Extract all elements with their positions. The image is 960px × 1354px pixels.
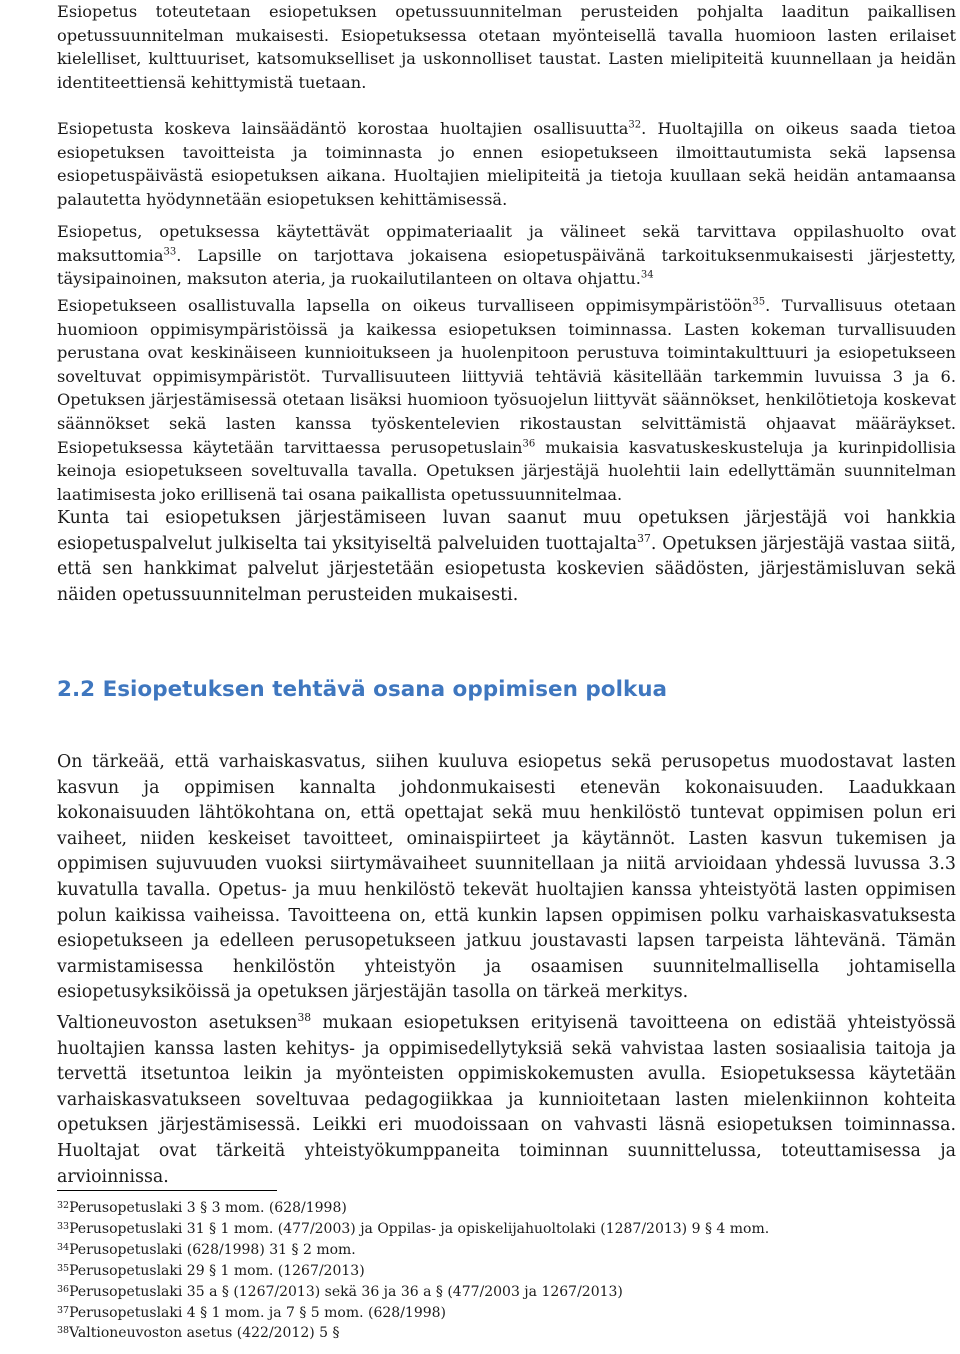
footnote-ref-33[interactable]: 33 bbox=[163, 246, 177, 258]
footnote: $^{36}$Perusopetuslaki 35 a § (1267/2013) sekä 36 ja 36 a § (477/2003 ja 1267/2013) bbox=[57, 1283, 623, 1300]
footnote: $^{32}$Perusopetuslaki 3 § 3 mom. (628/1998) bbox=[57, 1200, 347, 1216]
paragraph-learning-path: On tärkeää, että varhaiskasvatus, siihen kuuluva esiopetus sekä perusopetus muodostavat lasten kasvun ja oppimisen kannalta johdonmukaisesti etenevän kokonaisuuden. Laadukkaan kokonaisuuden lähtökohtana on, että opettajat sekä muu henkilöstö tuntevat oppimisen polun eri vaiheet, niiden keskeiset tavoitteet, ominaispiirteet ja käytännöt. Lasten kasvun tukemisen ja oppimisen sujuvuuden vuoksi siirtymävaiheet suunnitellaan ja niitä arvioidaan yhdessä luvussa 3.3 kuvatulla tavalla. Opetus- ja muu henkilöstö tekevät huoltajien kanssa yhteistyötä lasten oppimisen polun kaikissa vaiheissa. Tavoitteena on, että kunkin lapsen oppimisen polku varhaiskasvatuksesta esiopetukseen ja edelleen perusopetukseen jatkuu joustavasti lapsen tarpeista lähtevänä. Tämän varmistamisessa henkilöstön yhteistyön ja osaamisen suunnitelmallisella johtamisella esiopetusyksiköissä ja opetuksen järjestäjän tasolla on tärkeä merkitys. bbox=[57, 752, 956, 1003]
footnote: $^{34}$Perusopetuslaki (628/1998) 31 § 2 mom. bbox=[57, 1241, 356, 1258]
paragraph-curriculum: Esiopetus toteutetaan esiopetuksen opetussuunnitelman perusteiden pohjalta laaditun paikallisen opetussuunnitelman mukaisesti. Esiopetuksessa otetaan myönteisellä tavalla huomioon lasten erilaiset kielelliset, kulttuuriset, katsomukselliset ja uskonnolliset taustat. Lasten mielipiteitä kuunnellaan ja heidän identiteettiensä kehittymistä tuetaan. bbox=[57, 2, 956, 92]
paragraph-government-decree: Valtioneuvoston asetuksen$^{38}$ mukaan esiopetuksen erityisenä tavoitteena on edistää yhteistyössä huoltajien kanssa lasten kehitys- ja oppimisedellytyksiä sekä vahvistaa lasten sosiaalisia taitoja ja tervettä itsetuntoa leikin ja myönteisten oppimiskokemusten avulla. Esiopetuksessa käytetään varhaiskasvatukseen soveltuvaa pedagogiikkaa ja kunnioitetaan lasten mielenkiinnon kohteita opetuksen järjestämisessä. Leikki eri muodoissaan on vahvasti läsnä esiopetuksen toiminnassa. Huoltajat ovat tärkeitä yhteistyökumppaneita toiminnan suunnittelussa, toteuttamisessa ja arvioinnissa. bbox=[57, 1011, 956, 1187]
footnote: $^{38}$Valtioneuvoston asetus (422/2012) 5 § bbox=[57, 1325, 340, 1342]
footnote: $^{33}$Perusopetuslaki 31 § 1 mom. (477/2003) ja Oppilas- ja opiskelijahuoltolaki (1287/2013) 9 § 4 mom. bbox=[57, 1220, 770, 1237]
footnote-ref-32[interactable]: 32 bbox=[628, 119, 642, 131]
footnote: $^{37}$Perusopetuslaki 4 § 1 mom. ja 7 § 5 mom. (628/1998) bbox=[57, 1304, 447, 1321]
footnote-ref-35[interactable]: 35 bbox=[752, 296, 766, 308]
footnote-ref-36[interactable]: 36 bbox=[522, 438, 536, 450]
footnotes bbox=[57, 1198, 937, 1344]
paragraph-guardians: Esiopetusta koskeva lainsäädäntö korostaa huoltajien osallisuutta$^{32}$. Huoltajilla on oikeus saada tietoa esiopetuksen tavoitteista ja toiminnasta jo ennen esiopetukseen ilmoittautumista sekä lapsensa esiopetuspäivästä esiopetuksen aikana. Huoltajien mielipiteitä ja tietoja kuullaan sekä heidän antamaansa palautetta hyödynnetään esiopetuksen kehittämisessä. bbox=[57, 119, 956, 209]
paragraph-safety: Esiopetukseen osallistuvalla lapsella on oikeus turvalliseen oppimisympäristöön$^{35}$. Turvallisuus otetaan huomioon oppimisympäristöissä ja kaikessa esiopetuksen toiminnassa. Lasten kokeman turvallisuuden perustana ovat keskinäiseen kunnioitukseen ja huolenpitoon perustuva toimintakulttuuri ja esiopetukseen soveltuvat oppimisympäristöt. Turvallisuuteen liittyviä tehtäviä käsitellään tarkemmin luvuissa 3 ja 6. Opetuksen järjestämisessä otetaan lisäksi huomioon työsuojelun liittyvät säännökset, henkilötietoja koskevat säännökset sekä lasten kanssa työskentelevien rikostaustan selvittämistä ohjaavat määräykset. Esiopetuksessa käytetään tarvittaessa perusopetuslain$^{36}$ mukaisia kasvatuskeskusteluja ja kurinpidollisia keinoja esiopetukseen soveltuvalla tavalla. Opetuksen järjestäjä huolehtii lain edellyttämän suunnitelman laatimisesta joko erillisenä tai osana paikallista opetussuunnitelmaa. bbox=[57, 296, 956, 504]
footnote: $^{35}$Perusopetuslaki 29 § 1 mom. (1267/2013) bbox=[57, 1262, 365, 1279]
section-heading: 2.2 Esiopetuksen tehtävä osana oppimisen polkua bbox=[57, 677, 668, 702]
footnote-ref-38[interactable]: 38 bbox=[297, 1011, 312, 1025]
footnote-ref-34[interactable]: 34 bbox=[640, 269, 654, 281]
paragraph-free-of-charge: Esiopetus, opetuksessa käytettävät oppimateriaalit ja välineet sekä tarvittava oppilashuolto ovat maksuttomia$^{33}$. Lapsille on tarjottava jokaisena esiopetuspäivänä tarkoituksenmukaisesti järjestetty, täysipainoinen, maksuton ateria, ja ruokailutilanteen on oltava ohjattu.$^{34}$ bbox=[57, 222, 956, 289]
paragraph-purchased-services: Kunta tai esiopetuksen järjestämiseen luvan saanut muu opetuksen järjestäjä voi hankkia esiopetuspalvelut julkiselta tai yksityiseltä palveluiden tuottajalta$^{37}$. Opetuksen järjestäjä vastaa siitä, että sen hankkimat palvelut järjestetään esiopetusta koskevien säädösten, järjestämisluvan sekä näiden opetussuunnitelman perusteiden mukaisesti. bbox=[57, 508, 956, 605]
footnote-ref-37[interactable]: 37 bbox=[637, 531, 651, 545]
footnote-separator bbox=[57, 1190, 277, 1191]
